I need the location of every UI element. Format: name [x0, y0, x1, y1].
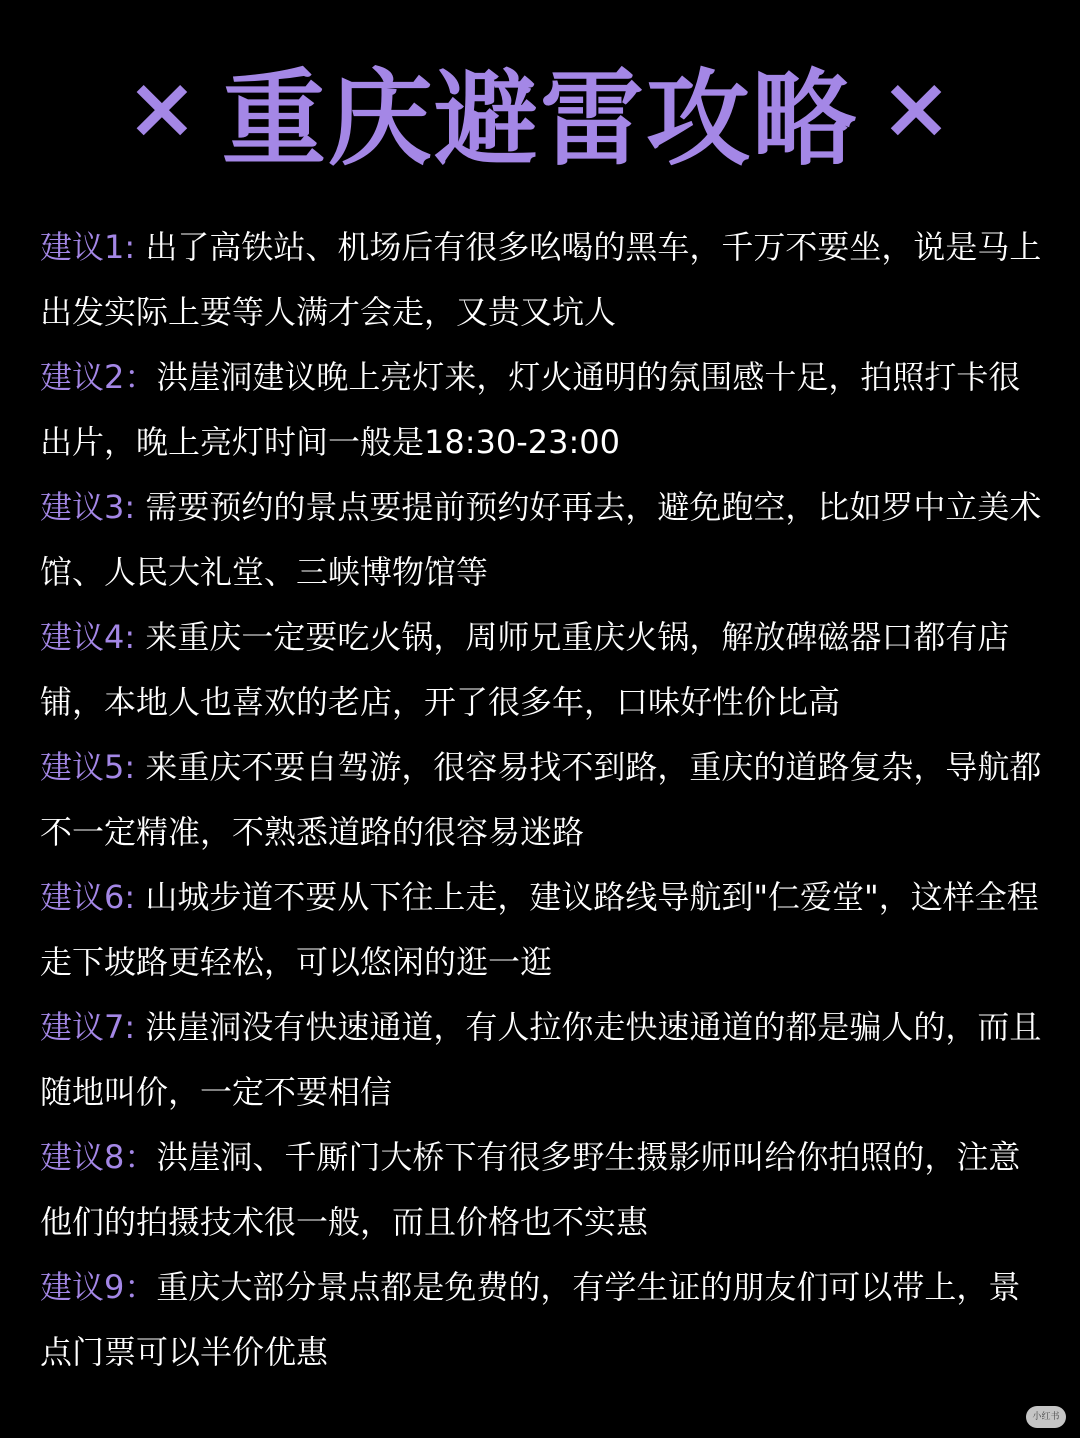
tip-text: 重庆大部分景点都是免费的，有学生证的朋友们可以带上，景点门票可以半价优惠 [40, 1268, 1021, 1371]
tips-list [40, 215, 1050, 1385]
tip-text: 洪崖洞、千厮门大桥下有很多野生摄影师叫给你拍照的，注意他们的拍摄技术很一般，而且价格也不实惠 [40, 1138, 1021, 1241]
tip-item [40, 735, 1050, 865]
tip-item [40, 865, 1050, 995]
tip-item [40, 605, 1050, 735]
tip-text: 洪崖洞没有快速通道，有人拉你走快速通道的都是骗人的，而且随地叫价，一定不要相信 [40, 1008, 1042, 1111]
tip-text: 山城步道不要从下往上走，建议路线导航到"仁爱堂"，这样全程走下坡路更轻松，可以悠闲的逛一逛 [40, 878, 1039, 981]
tip-item [40, 995, 1050, 1125]
tip-label: 建议1: [40, 228, 136, 266]
watermark-logo: 小红书 [1026, 1406, 1066, 1428]
tip-label: 建议7: [40, 1008, 136, 1046]
tip-text: 需要预约的景点要提前预约好再去，避免跑空，比如罗中立美术馆、人民大礼堂、三峡博物馆等 [40, 488, 1042, 591]
tip-text: 出了高铁站、机场后有很多吆喝的黑车，千万不要坐，说是马上出发实际上要等人满才会走，又贵又坑人 [40, 228, 1042, 331]
tip-label: 建议9： [40, 1268, 157, 1306]
tip-item [40, 215, 1050, 345]
tip-label: 建议8： [40, 1138, 157, 1176]
cross-icon: × [125, 58, 200, 158]
tip-text: 来重庆不要自驾游，很容易找不到路，重庆的道路复杂，导航都不一定精准，不熟悉道路的很容易迷路 [40, 748, 1042, 851]
tip-label: 建议6: [40, 878, 136, 916]
tip-item [40, 345, 1050, 475]
tip-text: 洪崖洞建议晚上亮灯来，灯火通明的氛围感十足，拍照打卡很出片，晚上亮灯时间一般是18:30-23:00 [40, 358, 1021, 461]
cross-icon: × [880, 58, 955, 158]
tip-item [40, 1125, 1050, 1255]
tip-text: 来重庆一定要吃火锅，周师兄重庆火锅，解放碑磁器口都有店铺，本地人也喜欢的老店，开了很多年，口味好性价比高 [40, 618, 1010, 721]
tip-item [40, 1255, 1050, 1385]
tip-label: 建议3: [40, 488, 136, 526]
title-text: 重庆避雷攻略 [221, 58, 858, 180]
tip-label: 建议2： [40, 358, 157, 396]
tip-label: 建议4: [40, 618, 136, 656]
tip-item [40, 475, 1050, 605]
tip-label: 建议5: [40, 748, 136, 786]
page-title [0, 40, 1080, 180]
